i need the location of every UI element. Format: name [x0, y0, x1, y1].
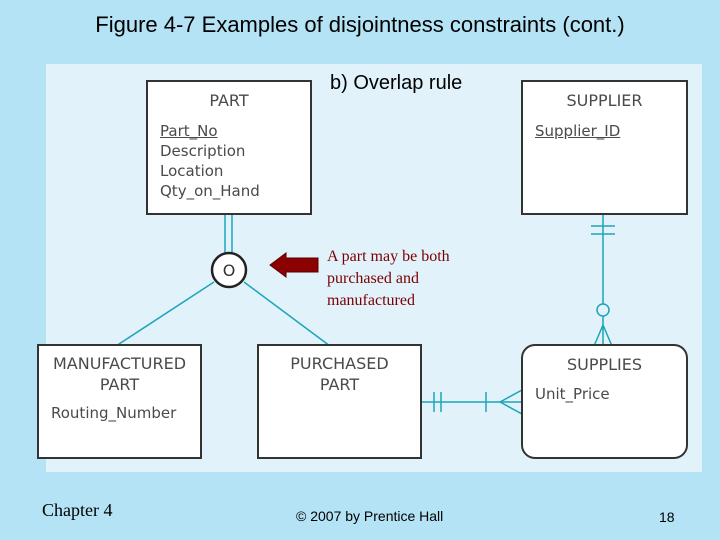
entity-supplier	[521, 80, 688, 215]
entity-part-name: PART	[209, 91, 249, 110]
entity-purchased-name-line2: PART	[319, 375, 360, 394]
entity-manufactured-name-line2: PART	[99, 375, 140, 394]
attribute-part-no: Part_No	[160, 122, 218, 140]
entity-manufactured-part	[37, 344, 202, 459]
footer-copyright: © 2007 by Prentice Hall	[296, 508, 444, 524]
attribute-routing-number: Routing_Number	[51, 404, 177, 422]
footer-chapter: Chapter 4	[42, 500, 113, 520]
entity-part	[146, 80, 312, 215]
attribute-qty-on-hand: Qty_on_Hand	[160, 182, 260, 200]
entity-supplies-name: SUPPLIES	[566, 355, 643, 374]
attribute-description: Description	[160, 142, 246, 160]
entity-supplier-name: SUPPLIER	[566, 91, 643, 110]
entity-supplies	[521, 344, 688, 459]
diagram-caption: b) Overlap rule	[330, 72, 463, 94]
arrow-left-icon	[270, 253, 318, 277]
annotation-note: A part may be both purchased and manufactured	[327, 248, 450, 309]
overlap-symbol: O	[222, 261, 236, 280]
footer-page-number: 18	[659, 509, 675, 525]
attribute-unit-price: Unit_Price	[535, 385, 610, 403]
attribute-supplier-id: Supplier_ID	[535, 122, 621, 140]
slide-title: Figure 4-7 Examples of disjointness constraints (cont.)	[95, 12, 625, 37]
attribute-location: Location	[160, 162, 224, 180]
entity-purchased-part	[257, 344, 422, 459]
entity-manufactured-name-line1: MANUFACTURED	[52, 354, 187, 373]
entity-purchased-name-line1: PURCHASED	[290, 354, 389, 373]
